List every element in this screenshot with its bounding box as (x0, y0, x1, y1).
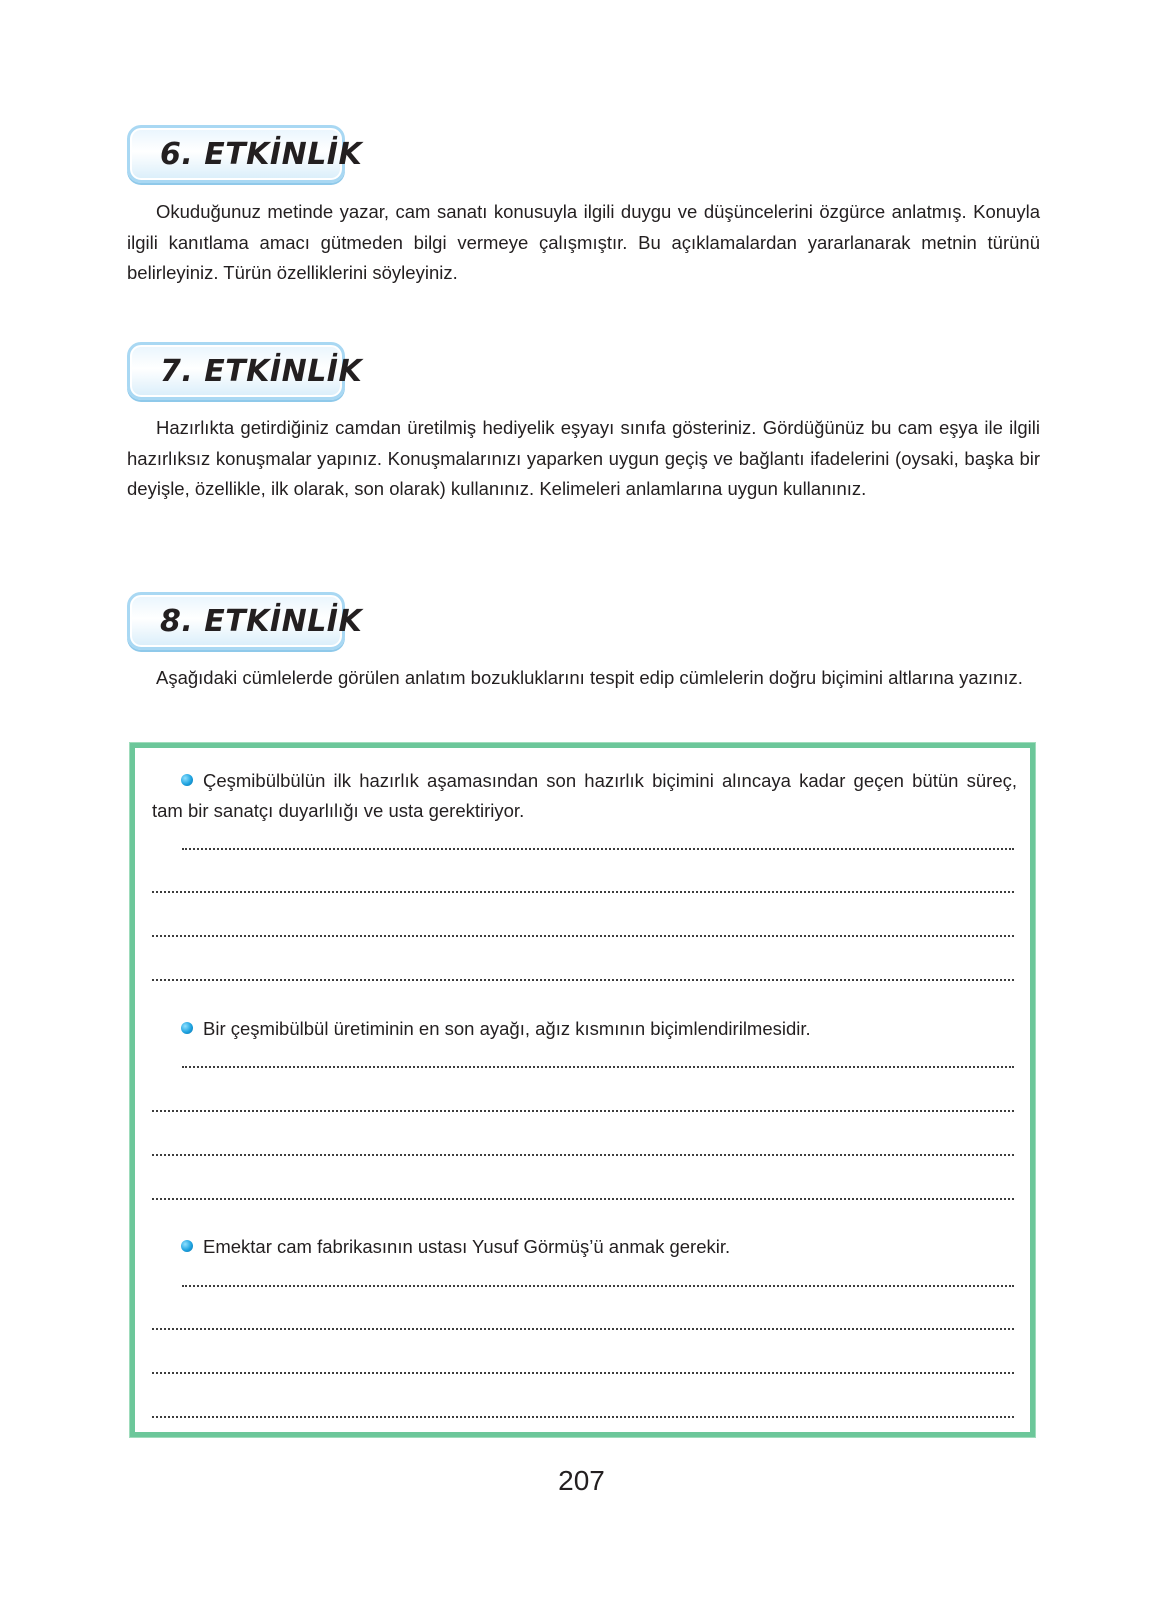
activity-7-badge (127, 342, 363, 400)
answer-line[interactable] (152, 1198, 1014, 1200)
sentence-item: Bir çeşmibülbül üretiminin en son ayağı, ağız kısmının biçimlendirilmesidir. (152, 1014, 1017, 1044)
answer-line[interactable] (152, 891, 1014, 893)
answer-line[interactable] (182, 1285, 1014, 1287)
activity-6-text: Okuduğunuz metinde yazar, cam sanatı konusuyla ilgili duygu ve düşüncelerini özgürce anlatmış. Konuyla ilgili kanıtlama amacı gütmeden bilgi vermeye çalışmıştır. Bu açıklamalardan yararlanarak metnin türünü belirleyiniz. Türün özelliklerini söyleyiniz. (127, 201, 1040, 283)
answer-line[interactable] (152, 935, 1014, 937)
bullet-icon (181, 1240, 193, 1252)
activity-8-badge (127, 592, 363, 650)
activity-7-title: 7. ETKİNLİK (160, 354, 363, 389)
answer-line[interactable] (152, 1372, 1014, 1374)
answer-line[interactable] (152, 1110, 1014, 1112)
answer-line[interactable] (152, 1154, 1014, 1156)
sentence-item: Emektar cam fabrikasının ustası Yusuf Görmüş’ü anmak gerekir. (152, 1232, 1017, 1262)
activity-6-title: 6. ETKİNLİK (160, 137, 363, 172)
activity-8-text: Aşağıdaki cümlelerde görülen anlatım bozukluklarını tespit edip cümlelerin doğru biçimini altlarına yazınız. (156, 667, 1023, 688)
page-number: 207 (558, 1465, 605, 1496)
activity-6-badge (127, 125, 363, 183)
answer-line[interactable] (152, 1416, 1014, 1418)
answer-line[interactable] (182, 848, 1014, 850)
answer-line[interactable] (152, 1328, 1014, 1330)
bullet-icon (181, 1022, 193, 1034)
answer-line[interactable] (182, 1066, 1014, 1068)
sentence-item: Çeşmibülbülün ilk hazırlık aşamasından son hazırlık biçimini alıncaya kadar geçen bütün süreç, tam bir sanatçı duyarlılığı ve usta gerektiriyor. (152, 770, 1017, 821)
answer-box (130, 743, 1035, 1437)
bullet-icon (181, 774, 193, 786)
activity-8-title: 8. ETKİNLİK (160, 604, 363, 639)
answer-line[interactable] (152, 979, 1014, 981)
activity-7-text: Hazırlıkta getirdiğiniz camdan üretilmiş hediyelik eşyayı sınıfa gösteriniz. Gördüğünüz bu cam eşya ile ilgili hazırlıksız konuşmalar yapınız. Konuşmalarınızı yaparken uygun geçiş ve bağlantı ifadelerini (oysaki, başka bir deyişle, özellikle, ilk olarak, son olarak) kullanınız. Kelimeleri anlamlarına uygun kullanınız. (127, 417, 1040, 499)
